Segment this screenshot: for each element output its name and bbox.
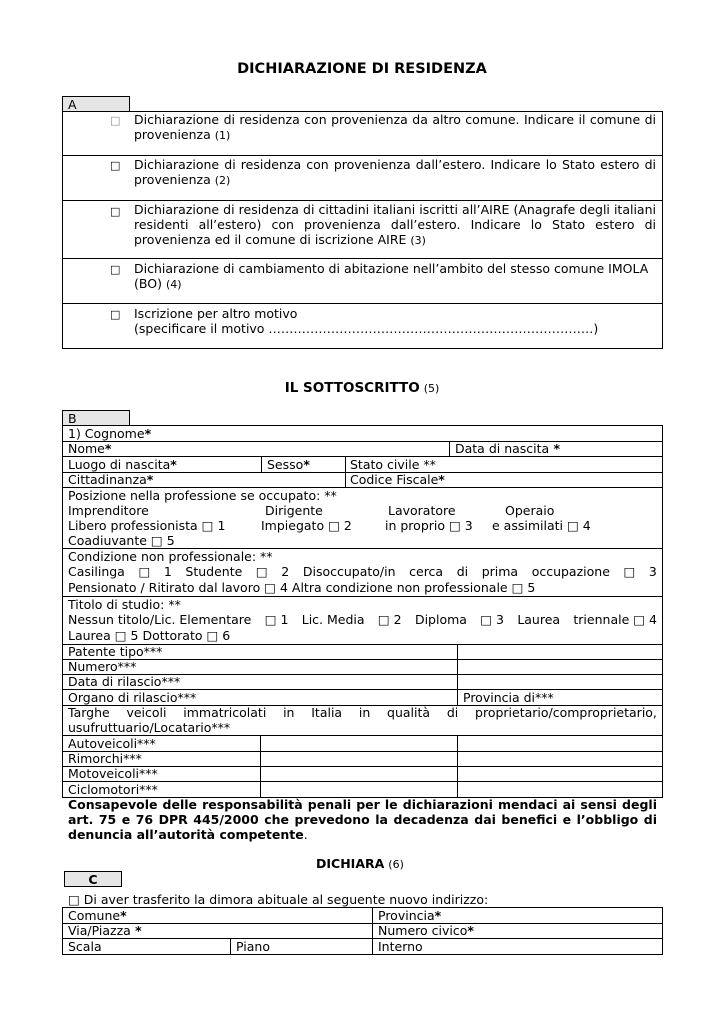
data-rilascio-field[interactable]: Data di rilascio*** [68,674,181,689]
divider [62,155,663,156]
reference-note: (2) [214,174,231,187]
luogo-nascita-field[interactable]: Luogo di nascita* [68,457,177,472]
dichiara-heading: DICHIARA (6) [316,856,404,871]
patente-tipo-field[interactable]: Patente tipo*** [68,644,163,659]
checkbox-icon[interactable]: □ [110,205,121,218]
reference-note: (4) [165,278,182,291]
consapevole-text: denuncia all’autorità competente. [68,827,308,842]
reference-note: (5) [423,382,440,395]
autoveicoli-field[interactable]: Autoveicoli*** [68,736,156,751]
option-lavoratore-in-proprio[interactable]: in proprio □ 3 [385,518,473,533]
option-line: Iscrizione per altro motivo [134,306,298,321]
interno-field[interactable]: Interno [378,939,423,954]
option-line: provenienza ed il comune di iscrizione AIRE (3) [134,232,426,247]
sesso-field[interactable]: Sesso* [267,457,310,472]
ciclomotori-field[interactable]: Ciclomotori*** [68,782,158,797]
reference-note: (6) [388,858,404,871]
divider [62,258,663,259]
option-coadiuvante[interactable]: Coadiuvante □ 5 [68,533,175,548]
non-professionale-row[interactable]: Pensionato / Ritirato dal lavoro □ 4 Altra condizione non professionale □ 5 [68,580,536,595]
reference-note: (3) [410,234,426,247]
reference-note: (1) [214,129,231,142]
consapevole-text: Consapevole delle responsabilità penali per le dichiarazioni mendaci ai sensi degli [68,797,657,812]
cittadinanza-field[interactable]: Cittadinanza* [68,472,154,487]
option-line: Dichiarazione di residenza di cittadini italiani iscritti all’AIRE (Anagrafe degli italiani [134,202,656,217]
option-line: Dichiarazione di residenza con provenienza dall’estero. Indicare lo Stato estero di [134,157,656,172]
option-line: Dichiarazione di cambiamento di abitazione nell’ambito del stesso comune IMOLA [134,261,649,276]
section-b-tag: B [62,410,130,426]
motoveicoli-field[interactable]: Motoveicoli*** [68,766,158,781]
codice-fiscale-field[interactable]: Codice Fiscale* [350,472,445,487]
section-c-tag: C [64,871,122,887]
consapevole-text: art. 75 e 76 DPR 445/2000 che prevedono la decadenza dai benefici e l’obbligo di [68,812,657,827]
option-line: residenti all’estero) con provenienza dall’estero. Indicare lo Stato estero di [134,217,656,232]
sottoscritto-heading: IL SOTTOSCRITTO (5) [284,380,440,396]
trasferimento-option[interactable]: □ Di aver trasferito la dimora abituale al seguente nuovo indirizzo: [68,892,489,907]
checkbox-icon[interactable]: □ [110,159,121,172]
divider [62,303,663,304]
option-line: provenienza (2) [134,172,231,187]
numero-civico-field[interactable]: Numero civico* [378,923,474,938]
option-line: (BO) (4) [134,276,182,291]
section-a-tag: A [62,96,130,112]
checkbox-icon[interactable]: □ [110,308,121,321]
nome-field[interactable]: Nome* [68,441,112,456]
titolo-studio-row[interactable]: Nessun titolo/Lic. Elementare □ 1 Lic. Media □ 2 Diploma □ 3 Laurea triennale □ 4 [68,612,657,627]
comune-field[interactable]: Comune* [68,908,127,923]
motivo-field[interactable]: (specificare il motivo ……………………………………………………………………) [134,321,599,336]
numero-field[interactable]: Numero*** [68,659,137,674]
option-impiegato[interactable]: Impiegato □ 2 [261,518,352,533]
titolo-studio-row[interactable]: Laurea □ 5 Dottorato □ 6 [68,628,231,643]
via-piazza-field[interactable]: Via/Piazza * [68,923,142,938]
cognome-field[interactable]: 1) Cognome* [68,426,152,441]
checkbox-icon[interactable]: □ [110,114,121,127]
option-operaio[interactable]: e assimilati □ 4 [492,518,591,533]
provincia-rilascio-field[interactable]: Provincia di*** [463,690,554,705]
scala-field[interactable]: Scala [68,939,102,954]
provincia-field[interactable]: Provincia* [378,908,442,923]
page-title: DICHIARAZIONE DI RESIDENZA [237,61,487,77]
piano-field[interactable]: Piano [236,939,270,954]
option-line: provenienza (1) [134,127,231,142]
rimorchi-field[interactable]: Rimorchi*** [68,751,142,766]
checkbox-icon[interactable]: □ [110,263,121,276]
option-libero-professionista[interactable]: Libero professionista □ 1 [68,518,226,533]
organo-rilascio-field[interactable]: Organo di rilascio*** [68,690,197,705]
divider [62,200,663,201]
section-c-box [62,907,663,955]
data-nascita-field[interactable]: Data di nascita * [455,441,561,456]
stato-civile-field[interactable]: Stato civile ** [350,457,436,472]
option-line: Dichiarazione di residenza con provenienza da altro comune. Indicare il comune di [134,112,656,127]
non-professionale-row[interactable]: Casilinga □ 1 Studente □ 2 Disoccupato/in cerca di prima occupazione □ 3 [68,564,657,579]
